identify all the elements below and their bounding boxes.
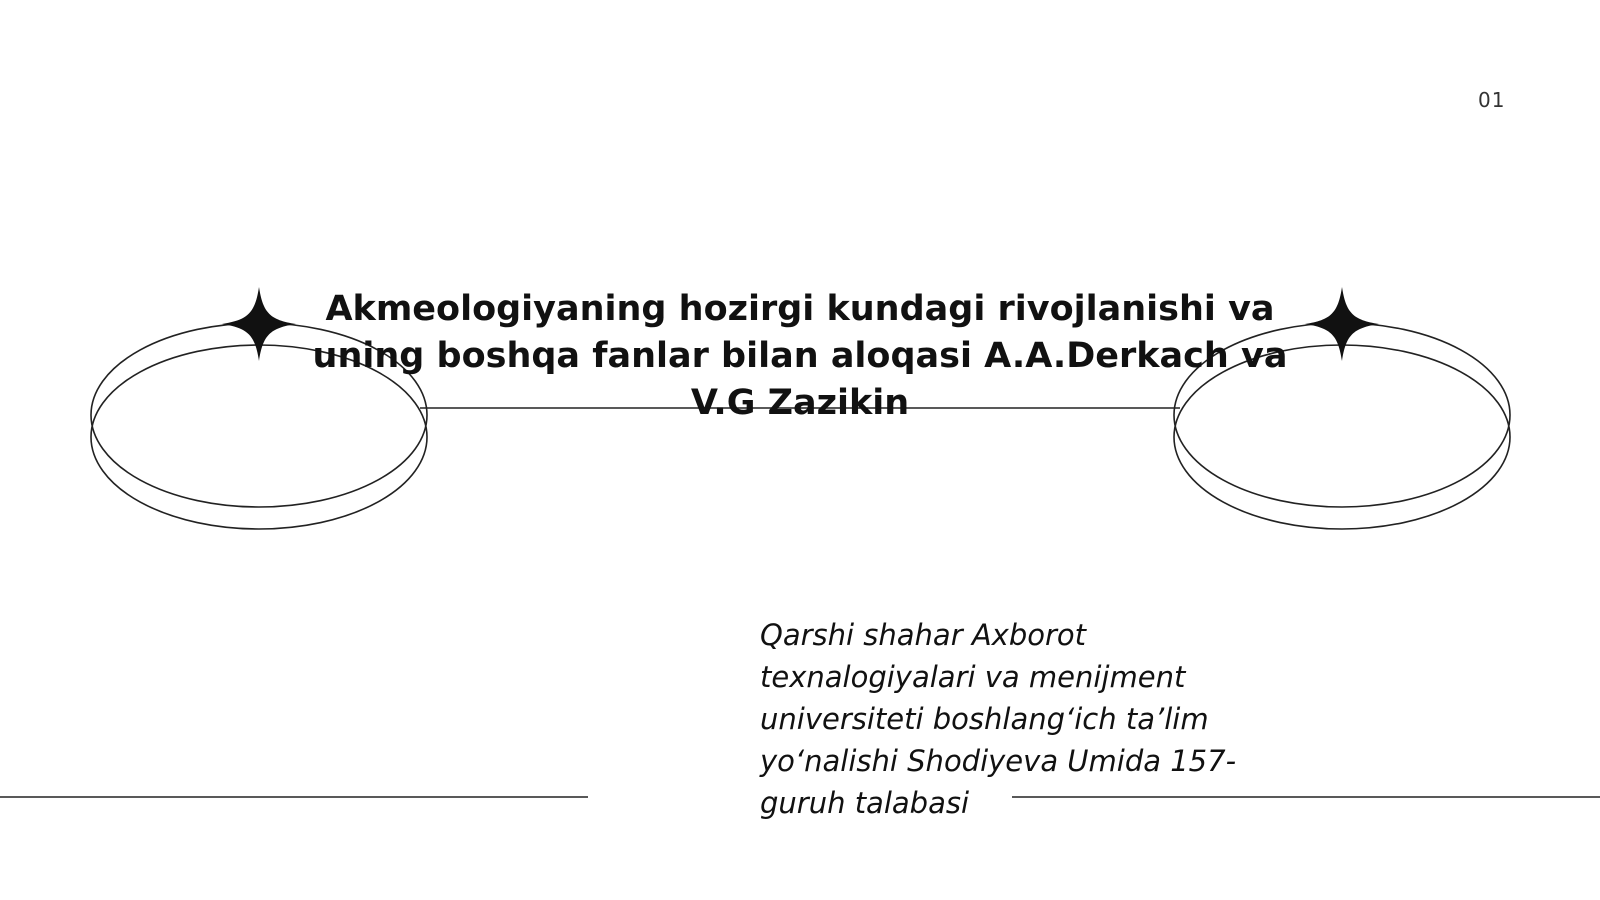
page-number: 01 (1478, 88, 1506, 112)
slide-title: Akmeologiyaning hozirgi kundagi rivojlanishi va uning boshqa fanlar bilan aloqasi A.A.Derkach va V.G Zazikin (312, 289, 1288, 423)
slide-subtitle: Qarshi shahar Axborot texnalogiyalari va menijment universiteti boshlang‘ich ta’lim yo‘nalishi Shodiyeva Umida 157-guruh talabasi (760, 618, 1237, 820)
sparkle-star-icon (1305, 287, 1379, 361)
sparkle-star-icon (222, 287, 296, 361)
